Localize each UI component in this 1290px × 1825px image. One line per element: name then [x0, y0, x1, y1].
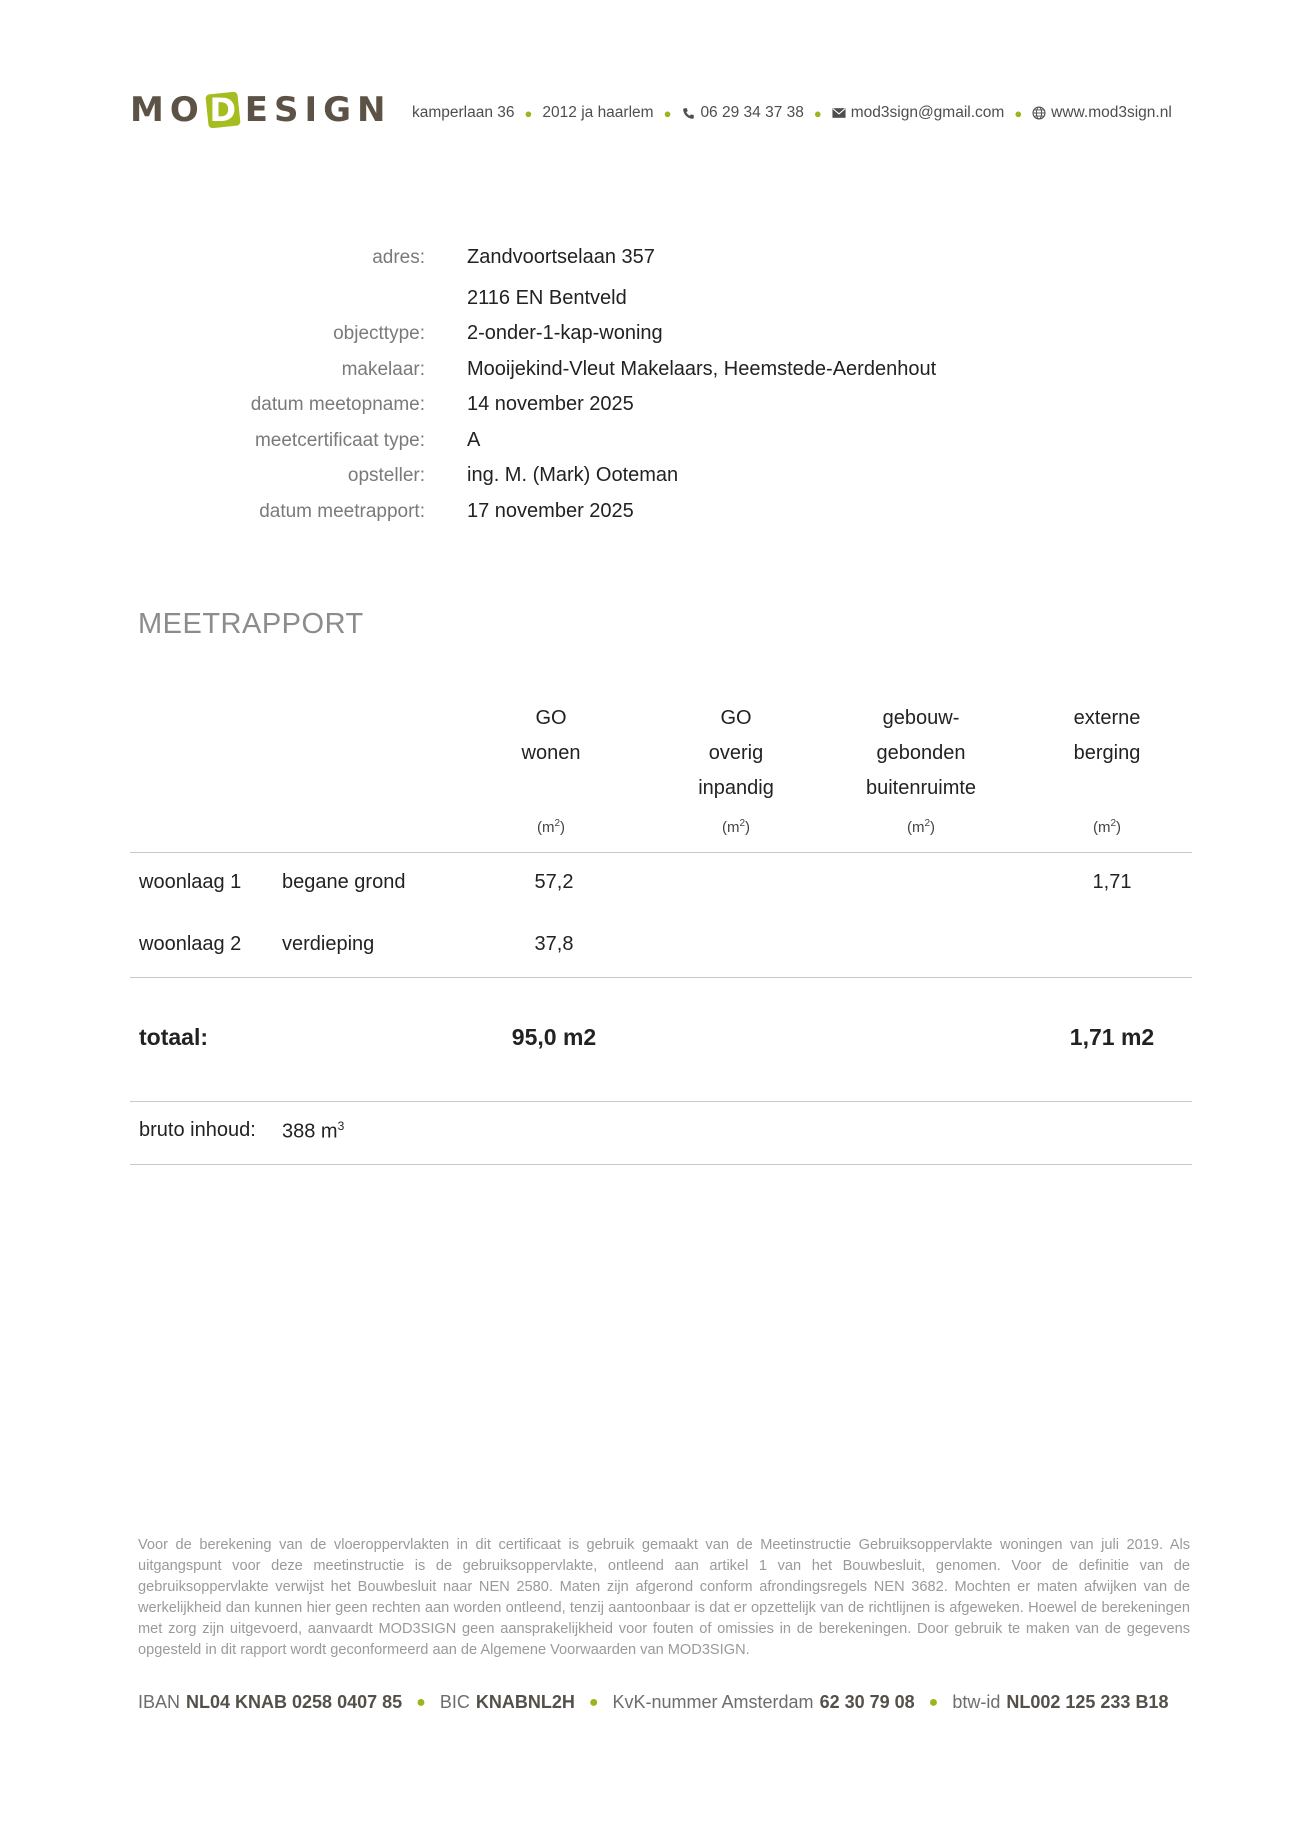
divider [130, 1164, 1192, 1165]
contact-phone[interactable]: 06 29 34 37 38 [700, 104, 804, 121]
row-value-go-wonen: 57,2 [534, 871, 574, 893]
info-value-objecttype: 2-onder-1-kap-woning [467, 322, 663, 344]
column-header-buitenruimte: gebouw- gebonden buitenruimte [865, 707, 977, 799]
separator-dot: ● [416, 1693, 426, 1711]
row-value-externe-berging: 1,71 [1092, 871, 1132, 893]
contact-website[interactable]: www.mod3sign.nl [1051, 104, 1172, 121]
column-unit: $(m^2)$ [1092, 818, 1122, 836]
row-name: verdieping [282, 933, 375, 955]
separator-dot: ● [928, 1693, 939, 1711]
separator-dot: ● [813, 105, 822, 121]
divider [130, 1101, 1192, 1102]
company-logo [130, 90, 391, 130]
info-value-opsteller: ing. M. (Mark) Ooteman [467, 464, 679, 486]
logo-text-end: ESIGN [244, 90, 392, 130]
column-header-go-wonen: GO wonen [521, 707, 581, 764]
separator-dot: ● [663, 105, 672, 121]
globe-icon [1032, 106, 1046, 120]
logo-mark [205, 91, 241, 129]
btw-value: NL002 125 233 B18 [1006, 1692, 1169, 1712]
contact-email[interactable]: mod3sign@gmail.com [850, 104, 1005, 121]
disclaimer-text: Voor de berekening van de vloeroppervlakten in dit certificaat is gebruik gemaakt van de Meetinstructie Gebruiksoppervlakte woningen van juli 2019. Als uitgangspunt voor deze meetinstructie is de gebruiksoppervlakte, ontleend aan artikel 1 van het Bouwbesluit, genomen. Voor de definitie van de gebruiksoppervlakte verwijst het Bouwbesluit naar NEN 2580. Maten zijn afgerond conform afrondingsregels NEN 3682. Mochten er maten afwijken van de werkelijkheid dan kunnen hier geen rechten aan worden ontleend, tenzij aantoonbaar is dat er opzettelijk van de richtlijnen is afgeweken. Hoewel de berekeningen met zorg zijn uitgevoerd, aanvaardt MOD3SIGN geen aansprakelijkheid voor fouten of omissies in de berekeningen. Door gebruik te maken van de gegevens opgesteld in dit rapport wordt geconformeerd aan de Algemene Voorwaarden van MOD3SIGN. [138, 1537, 1190, 1658]
info-value-datum-meetrapport: 17 november 2025 [467, 500, 634, 522]
info-label-certificaat-type: meetcertificaat type: [254, 430, 425, 451]
info-label-opsteller: opsteller: [347, 465, 425, 486]
separator-dot: ● [524, 105, 533, 121]
btw-label: btw-id [952, 1692, 1001, 1712]
info-value-makelaar: Mooijekind-Vleut Makelaars, Heemstede-Aerdenhout [467, 358, 937, 380]
info-label-objecttype: objecttype: [333, 323, 425, 344]
column-unit: $(m^2)$ [536, 818, 566, 836]
column-unit: $(m^2)$ [721, 818, 751, 836]
logo-text-start: MO [130, 90, 205, 130]
section-title: MEETRAPPORT [138, 608, 364, 640]
info-value-adres: Zandvoortselaan 357 [467, 246, 655, 268]
bruto-value: 388 $m^3$ [282, 1119, 345, 1143]
logo-mark-letter: D [209, 91, 237, 129]
total-externe-berging: 1,71 m2 [1069, 1024, 1155, 1050]
separator-dot: ● [1014, 105, 1023, 121]
info-label-datum-meetopname: datum meetopname: [250, 394, 425, 415]
total-label: totaal: [139, 1024, 208, 1050]
info-label-adres: adres: [372, 247, 425, 268]
kvk-value: 62 30 79 08 [819, 1692, 915, 1712]
iban-label: IBAN [138, 1692, 181, 1712]
info-value-datum-meetopname: 14 november 2025 [467, 393, 634, 415]
contact-city: 2012 ja haarlem [542, 104, 654, 121]
column-unit: $(m^2)$ [906, 818, 936, 836]
info-label-makelaar: makelaar: [341, 359, 425, 380]
info-value-certificaat-type: A [467, 429, 481, 451]
phone-icon [681, 106, 695, 120]
column-header-externe-berging: externe berging [1073, 707, 1141, 764]
divider [130, 852, 1192, 853]
total-go-wonen: 95,0 m2 [511, 1024, 597, 1050]
row-name: begane grond [282, 871, 406, 893]
info-label-datum-meetrapport: datum meetrapport: [259, 501, 425, 522]
row-value-go-wonen: 37,8 [534, 933, 574, 955]
separator-dot: ● [588, 1693, 599, 1711]
envelope-icon [832, 106, 846, 120]
row-level: woonlaag 2 [139, 933, 242, 955]
bank-details [138, 1692, 1168, 1713]
contact-bar [412, 104, 1172, 122]
column-header-go-overig: GO overig inpandig [698, 707, 774, 799]
kvk-label: KvK-nummer Amsterdam [612, 1692, 814, 1712]
row-level: woonlaag 1 [139, 871, 242, 893]
bic-label: BIC [439, 1692, 470, 1712]
bic-value: KNABNL2H [475, 1692, 575, 1712]
info-value-postcode: 2116 EN Bentveld [467, 287, 627, 309]
bruto-label: bruto inhoud: [139, 1119, 256, 1141]
iban-value: NL04 KNAB 0258 0407 85 [186, 1692, 403, 1712]
contact-street: kamperlaan 36 [412, 104, 515, 121]
divider [130, 977, 1192, 978]
